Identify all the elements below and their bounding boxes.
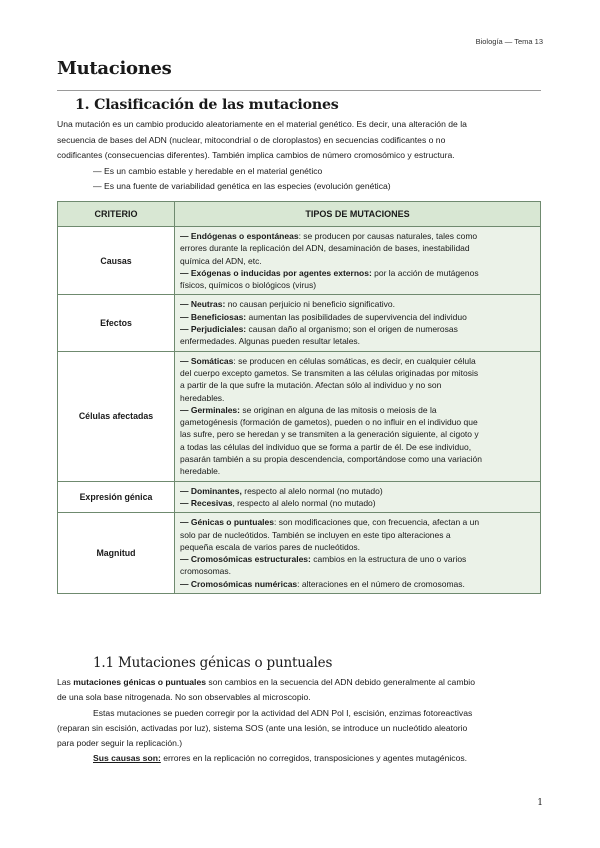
text-run: cambios en la estructura de uno o varios <box>310 554 467 565</box>
text-run: respecto al alelo normal (no mutado) <box>241 485 383 496</box>
description-line <box>180 453 535 465</box>
page-title: Mutaciones <box>57 58 172 79</box>
term-bold: mutaciones génicas o puntuales <box>73 677 207 687</box>
bullet-item: — Es un cambio estable y heredable en el material genético <box>93 165 323 176</box>
description-line <box>180 379 535 391</box>
description-line <box>180 404 535 416</box>
term-bold: — Dominantes, <box>180 485 242 496</box>
term-bold: — Somáticas <box>180 355 234 366</box>
description-line <box>180 441 535 453</box>
paragraph-line <box>57 675 543 690</box>
description-line <box>180 242 535 254</box>
description-cell <box>175 295 541 351</box>
description-line <box>180 416 535 428</box>
subsection-heading-genicas: 1.1 Mutaciones génicas o puntuales <box>93 655 333 671</box>
description-line <box>180 428 535 440</box>
criterion-cell: Expresión génica <box>58 481 175 513</box>
text-run: cromosomas. <box>180 566 232 577</box>
text-run: físicos, químicos o biológicos (virus) <box>180 280 317 291</box>
intro-line: Una mutación es un cambio producido aleatoriamente en el material genético. Es decir, una alteración de la <box>57 119 467 129</box>
text-run: son cambios en la secuencia del ADN debido generalmente al cambio <box>206 677 475 687</box>
mutations-table <box>57 201 541 594</box>
description-line <box>180 311 535 323</box>
description-line <box>180 465 535 477</box>
text-run: no causan perjuicio ni beneficio significativo. <box>225 299 395 310</box>
term-bold: — Cromosómicas estructurales: <box>180 554 311 565</box>
text-run: se originan en alguna de las mitosis o meiosis de la <box>240 404 437 415</box>
table-row <box>58 481 541 513</box>
description-line <box>180 541 535 553</box>
page-number: 1 <box>537 798 543 808</box>
description-line <box>180 529 535 541</box>
text-run: : se producen en células somáticas, es decir, en cualquier célula <box>233 355 476 366</box>
paragraph-line: de una sola base nitrogenada. No son observables al microscopio. <box>57 692 311 703</box>
text-run: solo par de nucleótidos. También se incluyen en este tipo alteraciones a <box>180 529 451 540</box>
description-line <box>180 298 535 310</box>
criterion-cell: Causas <box>58 227 175 295</box>
intro-line: codificantes (consecuencias diferentes). También implica cambios de número cromosómico y estructura. <box>57 150 455 161</box>
description-line <box>180 367 535 379</box>
causes-label: Sus causas son: <box>93 753 161 764</box>
title-divider <box>57 90 541 91</box>
description-line <box>180 279 535 291</box>
description-line <box>180 565 535 577</box>
table-header-row <box>58 202 541 227</box>
term-bold: — Neutras: <box>180 299 226 310</box>
description-line <box>180 230 535 242</box>
term-bold: — Beneficiosas: <box>180 311 247 322</box>
description-line <box>180 485 535 497</box>
paragraph-line: para poder seguir la replicación.) <box>57 738 183 749</box>
description-line <box>180 516 535 528</box>
text-run: , respecto al alelo normal (no mutado) <box>232 497 376 508</box>
text-run: enfermedades. Algunas pueden resultar letales. <box>180 336 361 347</box>
description-line <box>180 255 535 267</box>
header-subject-label: Biología — Tema 13 <box>475 37 543 46</box>
criterion-cell: Magnitud <box>58 513 175 594</box>
text-run: : se producen por causas naturales, tales como <box>298 231 478 241</box>
description-line <box>180 335 535 347</box>
text-run: aumentan las posibilidades de supervivencia del individuo <box>246 311 467 322</box>
table-row <box>58 227 541 295</box>
text-run: por la acción de mutágenos <box>371 267 479 278</box>
subsection-body <box>57 675 543 767</box>
term-bold: — Exógenas o inducidas por agentes externos: <box>180 267 372 278</box>
text-run: a partir de la que sufre la mutación. Afectan sólo al individuo y no son <box>180 380 442 391</box>
term-bold: — Perjudiciales: <box>180 324 247 335</box>
description-line <box>180 267 535 279</box>
term-bold: — Recesivas <box>180 497 233 508</box>
text-run: del cuerpo excepto gametos. Se transmiten a las células originadas por mitosis <box>180 367 479 378</box>
text-run: errores en la replicación no corregidos, transposiciones y agentes mutagénicos. <box>160 753 468 764</box>
text-run: a todas las células del individuo que se forma a partir de él. De ese individuo, <box>180 441 472 452</box>
description-line <box>180 392 535 404</box>
description-line <box>180 355 535 367</box>
text-run: : alteraciones en el número de cromosomas. <box>297 578 465 589</box>
text-run: heredable. <box>180 466 221 477</box>
text-run: : son modificaciones que, con frecuencia, afectan a un <box>274 517 480 528</box>
description-line <box>180 497 535 509</box>
intro-block <box>57 117 543 195</box>
description-line <box>180 553 535 565</box>
paragraph-line <box>57 751 543 766</box>
text-run: errores durante la replicación del ADN, desaminación de bases, inestabilidad <box>180 243 470 254</box>
text-run: las sufre, pero se heredan y se transmiten a la generación siguiente, al cigoto y <box>180 429 479 440</box>
paragraph-line: (reparan sin escisión, activadas por luz), sistema SOS (ante una lesión, se introduce un nucleótido aleatorio <box>57 722 468 733</box>
header-tipos: TIPOS DE MUTACIONES <box>175 202 541 227</box>
text-run: causan daño al organismo; son el origen de numerosas <box>246 324 458 335</box>
term-bold: — Germinales: <box>180 404 240 415</box>
term-bold: — Génicas o puntuales <box>180 517 274 528</box>
text-run: pequeña escala de varios pares de nucleótidos. <box>180 541 361 552</box>
description-cell <box>175 351 541 481</box>
table-row <box>58 351 541 481</box>
text-run: gametogénesis (formación de gametos), pueden o no influir en el individuo que <box>180 417 478 428</box>
description-cell <box>175 513 541 594</box>
description-cell <box>175 227 541 295</box>
text-run: química del ADN, etc. <box>180 255 262 266</box>
criterion-cell: Células afectadas <box>58 351 175 481</box>
term-bold: — Endógenas o espontáneas <box>180 231 299 241</box>
description-line <box>180 578 535 590</box>
text-run: heredables. <box>180 392 225 403</box>
term-bold: — Cromosómicas numéricas <box>180 578 298 589</box>
description-cell <box>175 481 541 513</box>
description-line <box>180 323 535 335</box>
table-row <box>58 513 541 594</box>
table-row <box>58 295 541 351</box>
text-run: pasarán también a su propia descendencia, comportándose como una variación <box>180 454 482 465</box>
bullet-item: — Es una fuente de variabilidad genética en las especies (evolución genética) <box>93 181 391 192</box>
text-run: Las <box>57 677 74 687</box>
criterion-cell: Efectos <box>58 295 175 351</box>
section-heading-clasificacion: 1. Clasificación de las mutaciones <box>75 97 339 113</box>
intro-line: secuencia de bases del ADN (nuclear, mitocondrial o de cloroplastos) en secuencias codificantes o no <box>57 134 446 145</box>
header-criterio: CRITERIO <box>58 202 175 227</box>
paragraph-line: Estas mutaciones se pueden corregir por la actividad del ADN Pol I, escisión, enzimas fotoreactivas <box>93 707 473 718</box>
